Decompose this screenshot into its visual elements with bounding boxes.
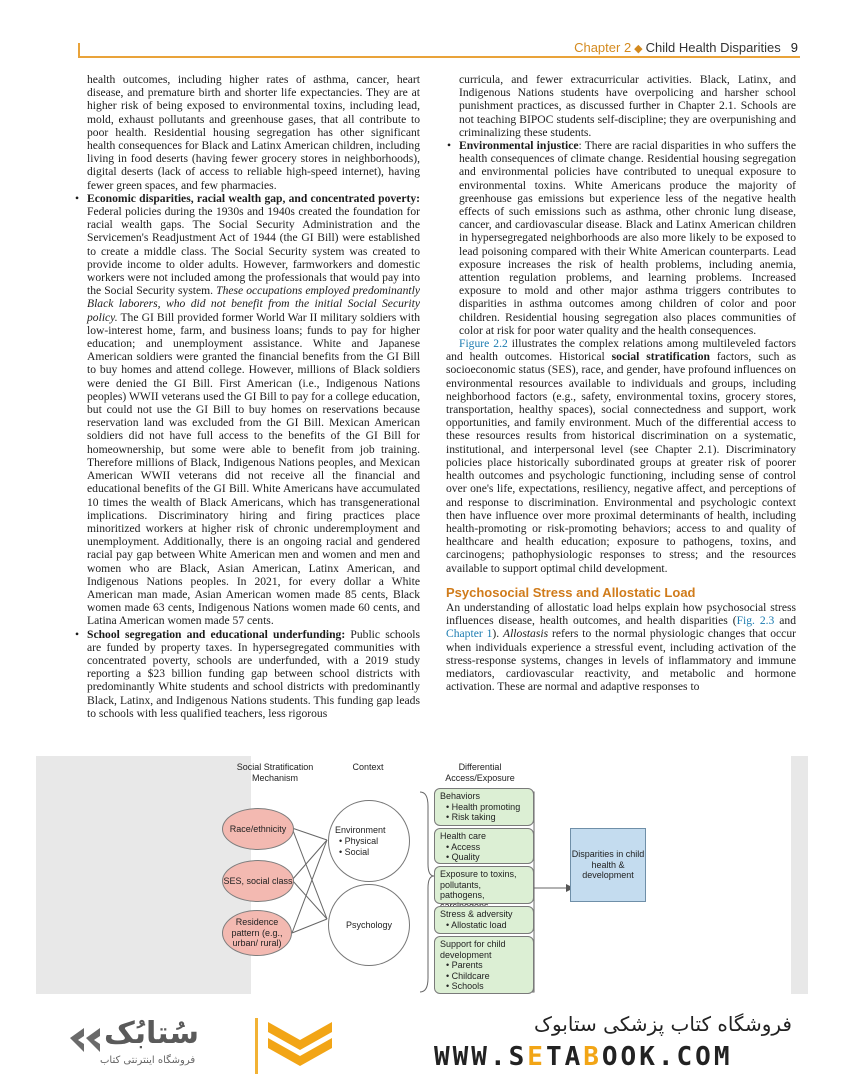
left-bullet-list (74, 192, 420, 720)
section-heading: Psychosocial Stress and Allostatic Load (446, 584, 696, 600)
running-header (78, 40, 798, 57)
paragraph-text: and (774, 614, 796, 628)
bold-term: social stratification (611, 350, 710, 364)
diamond-icon: ◆ (634, 43, 643, 55)
list-item (74, 192, 420, 628)
chapter-title: Child Health Disparities (645, 40, 781, 55)
bullet-text: : There are racial disparities in who suffers the health consequences of climate change. Residential housing segregation and environmental policies have contributed to unequal exposure to environmental toxins. White Americans produce the majority of greenhouse gas emissions but experience less of the negative health effects of such emissions such as asthma, other chronic lung disease, cancer, and cardiovascular disease. Black and Latinx American children in hypersegregated neighborhoods are also more likely to be exposed to lead poisoning compared with their White American counterparts. Lead exposure increases the risk of health problems, including anemia, attention regulation problems, and learning problems. Increased exposure to mold and other major asthma triggers contributes to disparities in asthma outcomes among children of color and poor children. Residential housing segregation also places communities of color at risk for poor water quality and the health consequences. (459, 139, 796, 337)
paragraph-text: refers to the normal physiologic changes that occur when individuals experience a stressful event, including activation of the stress-response systems, changes in levels of inflammatory and immune mediators, cardiovascular reactivity, and metabolic and hormone activation. These are normal and adaptive responses to (446, 627, 796, 694)
figure-diagram (36, 756, 808, 994)
intro-paragraph: health outcomes, including higher rates of asthma, cancer, heart disease, and premature birth and shorter life expectancies. They are at higher risk of being exposed to environmental toxins, including lead, mold, exhaust pollutants and greenhouse gases, that all contribute to poor health. Residential housing segregation has other significant health consequences for Black and Latinx American children, including living in food deserts (having fewer grocery stores in neighborhoods), digital deserts (lack of access to reliable high-speed internet), having fewer green spaces, and few pharmacies. (87, 73, 420, 192)
bullet-title: Economic disparities, racial wealth gap, and concentrated poverty: (87, 191, 420, 205)
bullet-icon: • (75, 191, 80, 205)
column-heading: Differential Access/Exposure (445, 762, 515, 783)
column-heading: Social Stratification Mechanism (236, 762, 314, 783)
strat-node: SES, social class (222, 860, 294, 902)
right-column (446, 73, 796, 693)
list-item (74, 628, 420, 720)
access-box: Exposure to toxins, pollutants, pathogens, (434, 866, 534, 904)
paragraph-text: An understanding of allostatic load helps explain how psychosocial stress influences disease, health outcomes, and health disparities ( (446, 600, 796, 628)
column-heading: Context (352, 762, 384, 772)
access-box (434, 788, 534, 826)
diagram-connectors (36, 756, 808, 994)
shop-url[interactable]: WWW.SETABOOK.COM (434, 1042, 733, 1072)
logo-wordmark: سُتابُک (104, 1016, 199, 1051)
left-column (74, 73, 420, 720)
bullet-text: Federal policies during the 1930s and 1940s created the foundation for racial wealth gaps. The Social Security Administration and the Servicemen's Readjustment Act of 1944 (the GI Bill) were established to create a middle class. The Social Security system was created to provide income to older adults. However, farmworkers and domestic workers were not included among the professionals that would pay into the Social Security system. (87, 205, 420, 298)
outcome-box: Disparities in child health & development (570, 828, 646, 902)
paragraph-text: ). (492, 627, 503, 641)
access-item: • Schools (446, 981, 484, 991)
logo-arrow-icon (86, 1028, 100, 1052)
chapter-label: Chapter 2 (574, 40, 632, 55)
access-title: Health care (440, 831, 487, 841)
figure-link[interactable]: Figure 2.2 (459, 337, 508, 351)
access-box (434, 828, 534, 864)
logo-subtitle: فروشگاه اینترنتی کتاب (100, 1055, 196, 1066)
strat-node: Race/ethnicity (222, 808, 294, 850)
access-item: • Risk taking (446, 812, 496, 822)
header-text (574, 40, 798, 55)
access-title: Support for child development (440, 939, 506, 960)
paragraph-text: factors, such as socioeconomic status (SES), race, and gender, have profound influences on environmental resources available to individuals and groups, including neighborhood factors (e.g., safety, environmental toxins, grocery stores, transportation, healthy spaces), social connectedness and support, work opportunities, and family environment. Much of the differential access to these resources results from historical discrimination on a systematic, institutional, and interpersonal level (see Chapter 2.1). Discriminatory policies place historically subordinated groups at greater risk of poorer health outcomes and psychologic functioning, including sense of control over one's life, expectations, resiliency, negative affect, and perceptions of and response to discrimination. Environmental and psychologic context then have influence over more proximal determinants of health, including health-promoting or risk-promoting behaviors; access to and quality of healthcare and health education; exposure to pathogens, toxins, and carcinogens; pathophysiologic responses to stress; and the resources available to support optimal child development. (446, 350, 797, 575)
list-item (446, 139, 796, 337)
connector-line (292, 919, 327, 933)
bullet-title: School segregation and educational underfunding: (87, 627, 346, 641)
bullet-title: Environmental injustice (459, 139, 579, 153)
continued-paragraph: curricula, and fewer extracurricular activities. Black, Latinx, and Indigenous Nations students have overpolicing and harsher school punishment practices, as discussed further in Chapter 2.1. Schools are not teaching BIPOC students self-discipline; they are overpunishing and criminalizing these students. (459, 73, 796, 139)
figure-paragraph (446, 337, 796, 575)
chapter-link[interactable]: Chapter 1 (446, 627, 493, 641)
context-item: • Social (339, 847, 370, 857)
access-item: • Access (446, 841, 481, 852)
access-title: Stress & adversity (440, 909, 513, 919)
section-paragraph (446, 601, 796, 693)
header-rule (78, 56, 800, 58)
bracket-line (420, 792, 434, 992)
access-item: • Childcare (446, 970, 490, 981)
page-number: 9 (790, 40, 798, 55)
figure-link[interactable]: Fig. 2.3 (736, 614, 775, 628)
strat-node: Residence pattern (e.g., urban/ rural) (222, 910, 292, 956)
logo-divider (255, 1018, 258, 1074)
shop-title: فروشگاه کتاب پزشکی ستابوک (534, 1012, 792, 1036)
italic-term: Allostasis (503, 627, 549, 641)
header-tick (78, 43, 80, 57)
access-title: Behaviors (440, 791, 481, 801)
context-node: Psychology (328, 884, 410, 966)
context-node (328, 800, 410, 882)
access-box (434, 936, 534, 994)
paragraph-text: illustrates the complex relations among multileveled factors and health outcomes. Historical (446, 337, 796, 364)
access-item: • Quality (446, 852, 480, 862)
bullet-text: The GI Bill provided former World War II military soldiers with low-interest home, farm, and business loans; funds to pay for higher education; and unemployment assistance. White and Japanese American soldiers were granted the financial benefits from the GI Bill to buy homes and attend college. However, millions of Black soldiers were denied the GI Bill. First American (i.e., Indigenous Nations peoples) WWII veterans used the GI Bill to pay for a college education, but could not use the GI Bill to buy homes on reservations because reservation land was excluded from the GI Bill. Mexican American soldiers did not have full access to the benefits of the GI Bill for homeownership, but some were able to benefit from job training. Therefore millions of Black, Indigenous Nations peoples, and Mexican American WWII veterans did not receive all the financial and educational benefits of the GI Bill. White Americans have accumulated 10 times the wealth of Black Americans, which has transgenerational implications. Discriminatory hiring and firing practices place minoritized workers at higher risk of chronic underemployment and unemployment. Additionally, there is an ongoing racial and gendered racial pay gap between White American men and women and men and women who are Black, Asian American, Latinx American, and Indigenous Nations peoples. In 2021, for every dollar a White American man made, Asian American women made 85 cents, Black women made 63 cents, Indigenous Nations women made 60 cents, and Latina American women made 57 cents. (87, 310, 420, 628)
access-item: • Parents (446, 960, 483, 970)
bullet-italic: These occupations employed predominantly Black laborers, who did not benefit from the initial Social Security policy. (87, 284, 420, 324)
access-item: • Allostatic load (446, 919, 507, 930)
logo-arrow-icon (70, 1028, 84, 1052)
connector-line (292, 828, 327, 840)
bullet-icon: • (75, 627, 80, 641)
bullet-icon: • (447, 139, 452, 153)
right-bullet-list (446, 139, 796, 337)
context-item: • Physical (339, 836, 379, 846)
context-label: Environment (335, 825, 386, 835)
bullet-text: Public schools are funded by property taxes. In hypersegregated communities with concentrated poverty, schools are underfunded, with a 2019 study reporting a $23 billion funding gap between school districts with predominantly White students and school districts with predominantly Black, Latinx, and Indigenous Nations students. This funding gap leads to schools with less qualified teachers, less rigorous (87, 627, 420, 720)
access-item: • Health promoting (446, 801, 521, 812)
access-box (434, 906, 534, 934)
